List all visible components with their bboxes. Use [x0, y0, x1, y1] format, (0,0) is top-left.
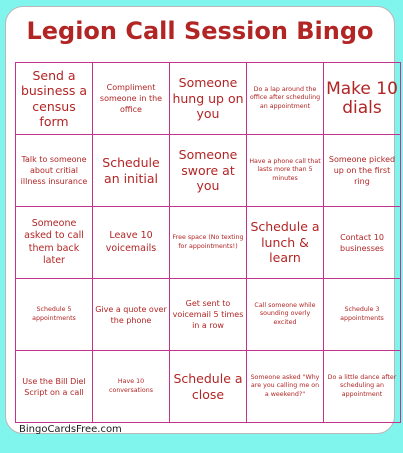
bingo-cell-b1: Send a business a census form — [16, 63, 93, 135]
bingo-cell-g1: Do a lap around the office after scheduling an appointment — [247, 63, 324, 135]
bingo-cell-g4: Call someone while sounding overly excited — [247, 279, 324, 351]
bingo-cell-o5: Do a little dance after scheduling an appointment — [324, 351, 401, 423]
bingo-grid — [15, 62, 401, 423]
bingo-cell-g2: Have a phone call that lasts more than 5 minutes — [247, 135, 324, 207]
bingo-cell-n1: Someone hung up on you — [170, 63, 247, 135]
bingo-cell-o1: Make 10 dials — [324, 63, 401, 135]
bingo-cell-i5: Have 10 conversations — [93, 351, 170, 423]
bingo-cell-o3: Contact 10 businesses — [324, 207, 401, 279]
bingo-cell-i1: Compliment someone in the office — [93, 63, 170, 135]
bingo-cell-free-space: Free space (No texting for appointments!) — [170, 207, 247, 279]
bingo-cell-i4: Give a quote over the phone — [93, 279, 170, 351]
bingo-cell-n2: Someone swore at you — [170, 135, 247, 207]
bingo-cell-g5: Someone asked "Why are you calling me on a weekend?" — [247, 351, 324, 423]
bingo-cell-n4: Get sent to voicemail 5 times in a row — [170, 279, 247, 351]
bingo-cell-o2: Someone picked up on the first ring — [324, 135, 401, 207]
bingo-cell-i3: Leave 10 voicemails — [93, 207, 170, 279]
bingo-cell-o4: Schedule 3 appointments — [324, 279, 401, 351]
bingo-cell-b5: Use the Bill Diel Script on a call — [16, 351, 93, 423]
bingo-cell-b2: Talk to someone about critial illness insurance — [16, 135, 93, 207]
bingo-cell-b4: Schedule 5 appointments — [16, 279, 93, 351]
bingo-cell-b3: Someone asked to call them back later — [16, 207, 93, 279]
bingo-cell-g3: Schedule a lunch & learn — [247, 207, 324, 279]
card-title: Legion Call Session Bingo — [26, 17, 374, 45]
site-credit: BingoCardsFree.com — [19, 424, 122, 435]
bingo-cell-i2: Schedule an initial — [93, 135, 170, 207]
bingo-cell-n5: Schedule a close — [170, 351, 247, 423]
bingo-card — [5, 6, 398, 435]
